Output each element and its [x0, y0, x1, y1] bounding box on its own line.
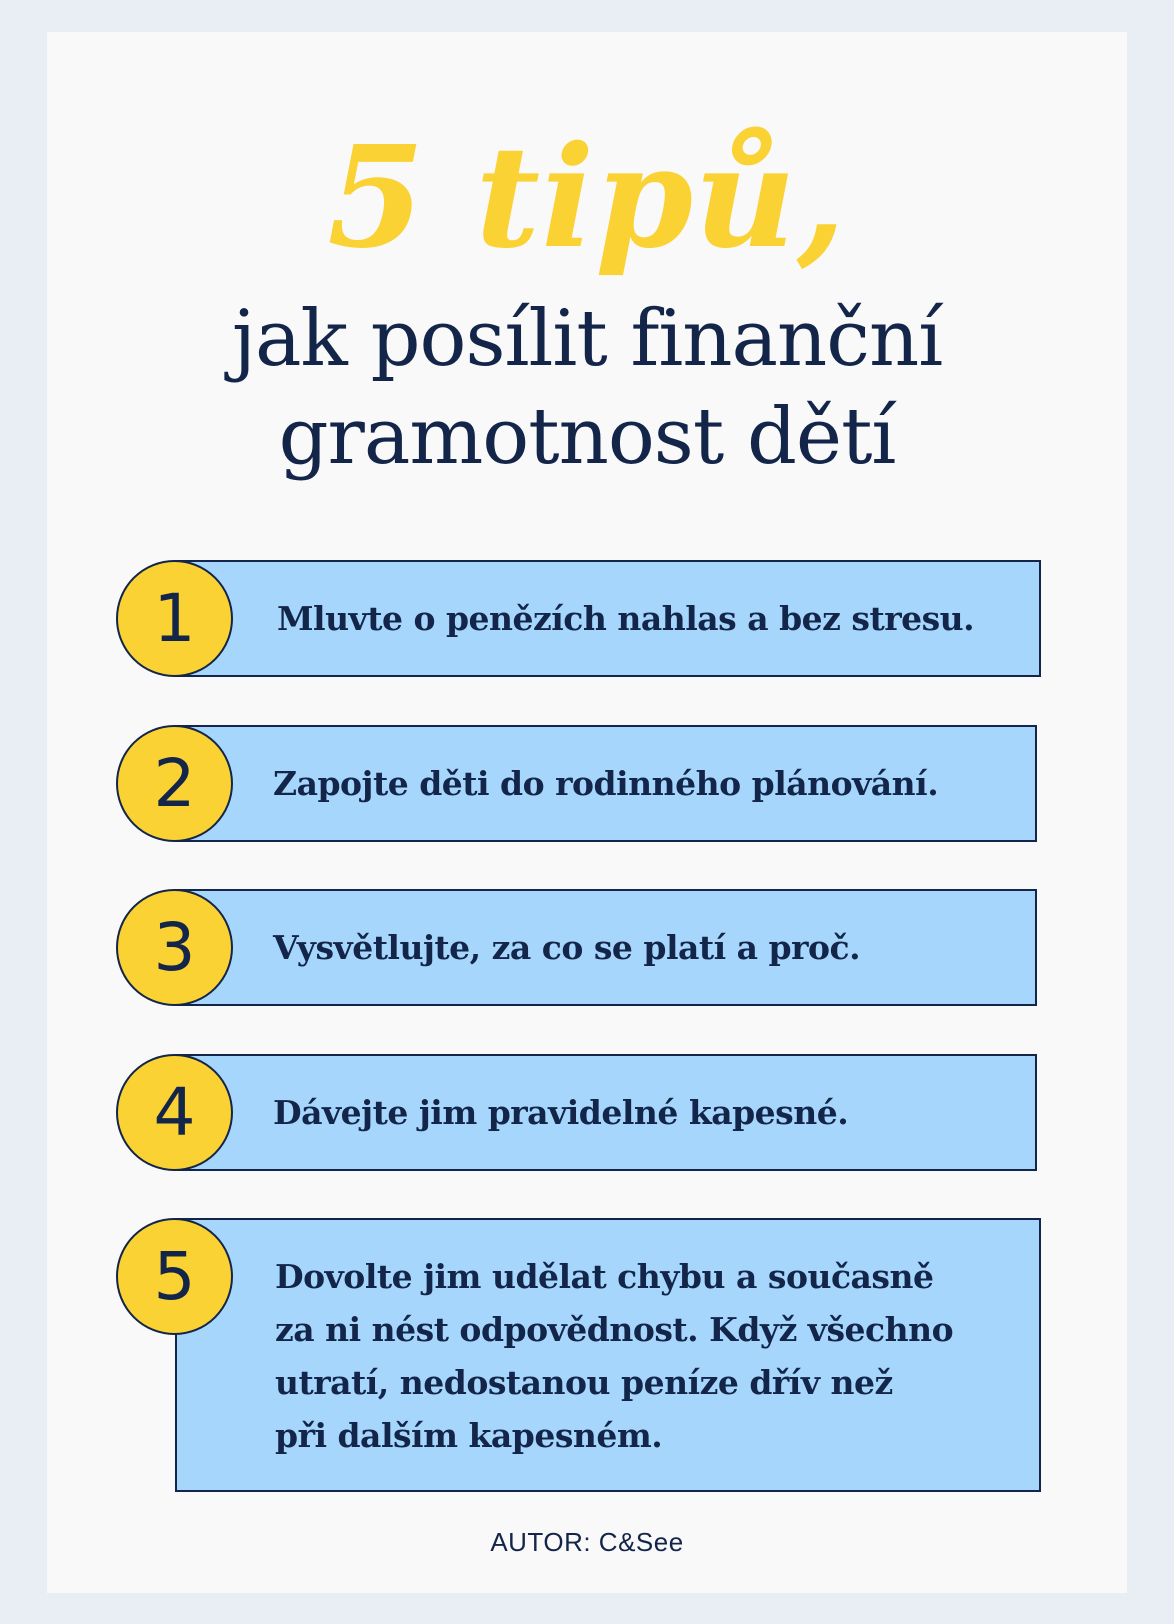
tip-number-badge-4	[116, 1054, 233, 1171]
tip-number-badge-3	[116, 889, 233, 1006]
subtitle-line-1: jak posílit finanční	[231, 294, 943, 384]
tip-text-2: Zapojte děti do rodinného plánování.	[273, 764, 939, 803]
tip-box-3	[175, 889, 1037, 1006]
tip-number-2: 2	[153, 745, 196, 822]
tip-box-5	[175, 1218, 1041, 1492]
tip-text-3: Vysvětlujte, za co se platí a proč.	[273, 928, 861, 967]
author-credit: AUTOR: C&See	[490, 1527, 684, 1557]
tip-number-badge-5	[116, 1218, 233, 1335]
tip-box-1	[175, 560, 1041, 677]
tip-box-4	[175, 1054, 1037, 1171]
tip-number-4: 4	[153, 1074, 196, 1151]
tip-text-5: Dovolte jim udělat chybu a současně za ni nést odpovědnost. Když všechno utratí, nedostanou peníze dřív než při dalším kapesném.	[275, 1257, 954, 1455]
subtitle	[0, 290, 1174, 486]
tip-number-badge-1	[116, 560, 233, 677]
subtitle-line-2: gramotnost dětí	[278, 392, 896, 482]
tip-box-2	[175, 725, 1037, 842]
tip-number-1: 1	[153, 580, 196, 657]
headline: 5 tipů,	[327, 116, 847, 280]
tip-number-badge-2	[116, 725, 233, 842]
tip-number-3: 3	[153, 909, 196, 986]
tip-text-4: Dávejte jim pravidelné kapesné.	[273, 1093, 849, 1132]
tip-text-1: Mluvte o penězích nahlas a bez stresu.	[277, 599, 975, 638]
tip-number-5: 5	[153, 1238, 196, 1315]
